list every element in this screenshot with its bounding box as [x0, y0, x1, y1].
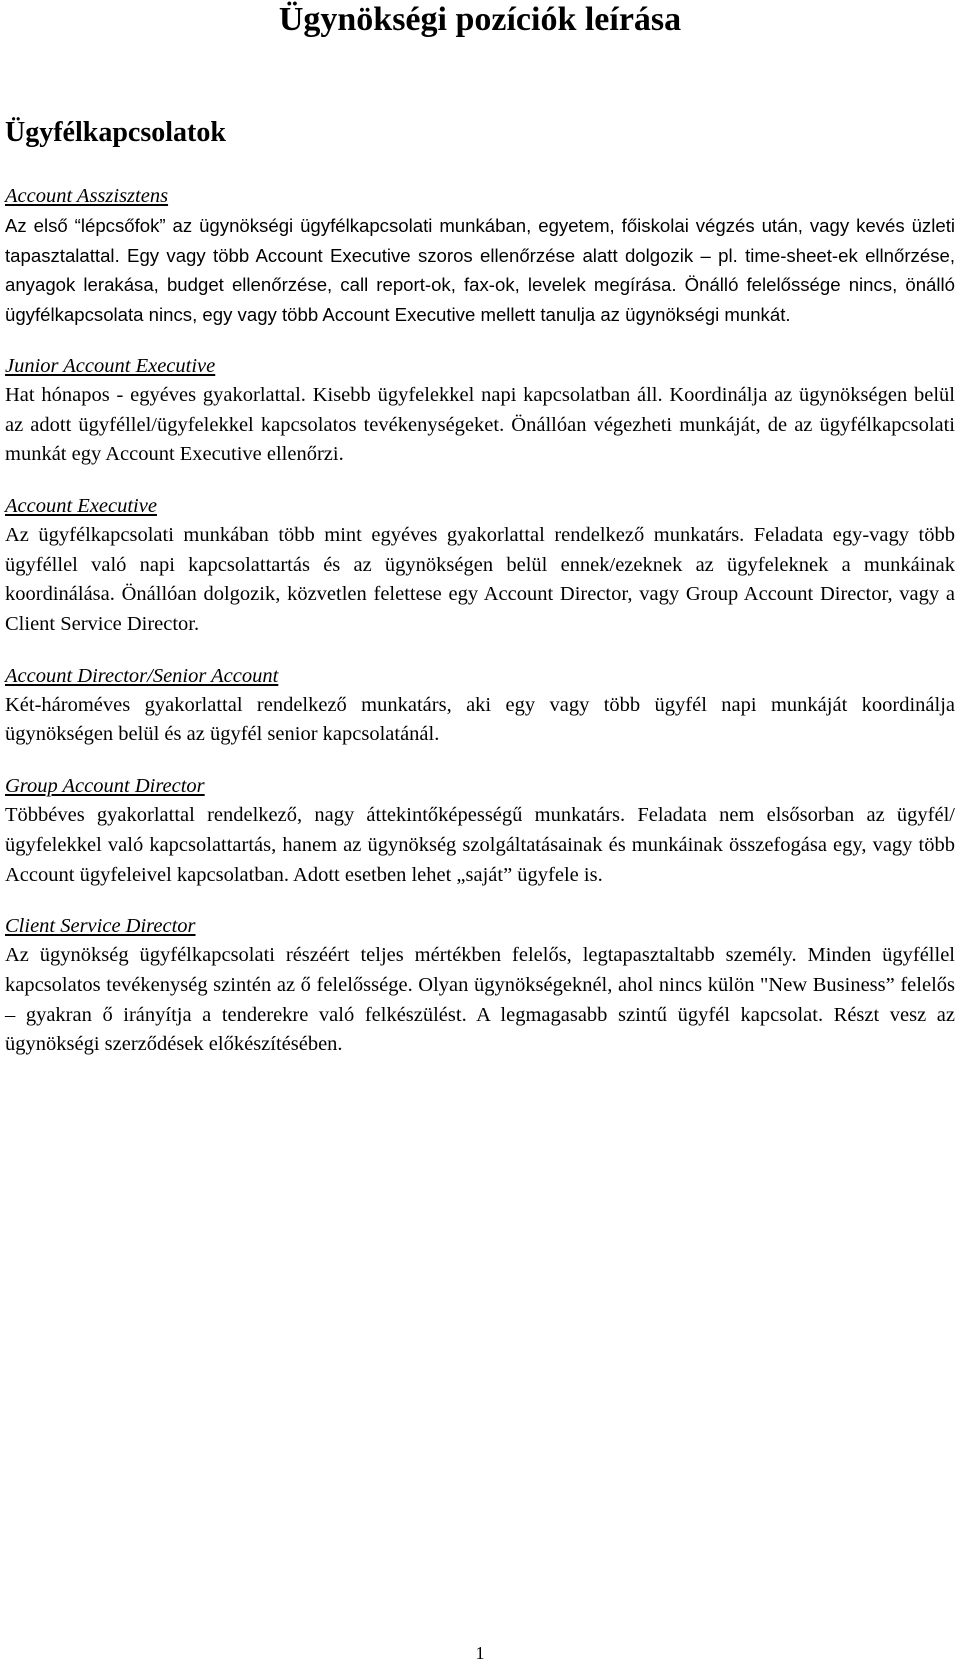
position-junior-account-executive [5, 352, 955, 470]
position-description: Az első “lépcsőfok” az ügynökségi ügyfélkapcsolati munkában, egyetem, főiskolai végzés után, vagy kevés üzleti tapasztalattal. Egy vagy több Account Executive szoros ellenőrzése alatt dolgozik – pl. time-sheet-ek ellnőrzése, anyagok lerakása, budget ellenőrzése, call report-ok, fax-ok, levelek megírása. Önálló felelőssége nincs, önálló ügyfélkapcsolata nincs, egy vagy több Account Executive mellett tanulja az ügynökségi munkát. [5, 215, 955, 326]
positions-list [5, 182, 955, 1082]
position-description: Hat hónapos - egyéves gyakorlattal. Kisebb ügyfelekkel napi kapcsolatban áll. Koordinálja az ügynökségen belül az adott ügyféllel/ügyfelekkel kapcsolatos tevékenységeket. Önállóan végezheti munkáját, de az ügyfélkapcsolati munkát egy Account Executive ellenőrzi. [5, 383, 955, 466]
position-title: Account Executive [5, 494, 157, 517]
position-description: Az ügyfélkapcsolati munkában több mint egyéves gyakorlattal rendelkező munkatárs. Feladata egy-vagy több ügyféllel való napi kapcsolattartás és az ügynökségen belül ennek/ezeknek az ügyfeleknek a munkáinak koordinálása. Önállóan dolgozik, közvetlen felettese egy Account Director, vagy Group Account Director, vagy a Client Service Director. [5, 523, 955, 636]
position-title: Account Director/Senior Account [5, 664, 279, 687]
position-description: Két-hároméves gyakorlattal rendelkező munkatárs, aki egy vagy több ügyfél napi munkáját koordinálja ügynökségen belül és az ügyfél senior kapcsolatánál. [5, 693, 955, 746]
position-account-asszisztens [5, 182, 955, 330]
position-title: Account Asszisztens [5, 185, 169, 207]
document-title: Ügynökségi pozíciók leírása [278, 1, 682, 38]
position-title: Group Account Director [5, 775, 205, 798]
position-description: Többéves gyakorlattal rendelkező, nagy áttekintőképességű munkatárs. Feladata nem elsősorban az ügyfél/ügyfelekkel való kapcsolattartás, hanem az ügynökség szolgáltatásainak és munkáinak összefogása egy, vagy több Account ügyfeleivel kapcsolatban. Adott esetben lehet „saját” ügyfele is. [5, 804, 955, 886]
page-number: 1 [475, 1643, 485, 1663]
position-title: Client Service Director [5, 915, 196, 938]
position-group-account-director [5, 772, 955, 890]
position-title: Junior Account Executive [5, 354, 216, 377]
position-description: Az ügynökség ügyfélkapcsolati részéért teljes mértékben felelős, legtapasztaltabb személy. Minden ügyféllel kapcsolatos tevékenység szintén az ő felelőssége. Olyan ügynökségeknél, ahol nincs külön "New Business” felelős – gyakran ő irányítja a tenderekre való felkészülést. A legmagasabb szintű ügyfél kapcsolat. Részt vesz az ügynökségi szerződések előkészítésében. [5, 944, 955, 1056]
position-account-executive [5, 492, 955, 640]
position-client-service-director [5, 912, 955, 1060]
position-account-director [5, 662, 955, 750]
section-heading: Ügyfélkapcsolatok [5, 117, 226, 148]
